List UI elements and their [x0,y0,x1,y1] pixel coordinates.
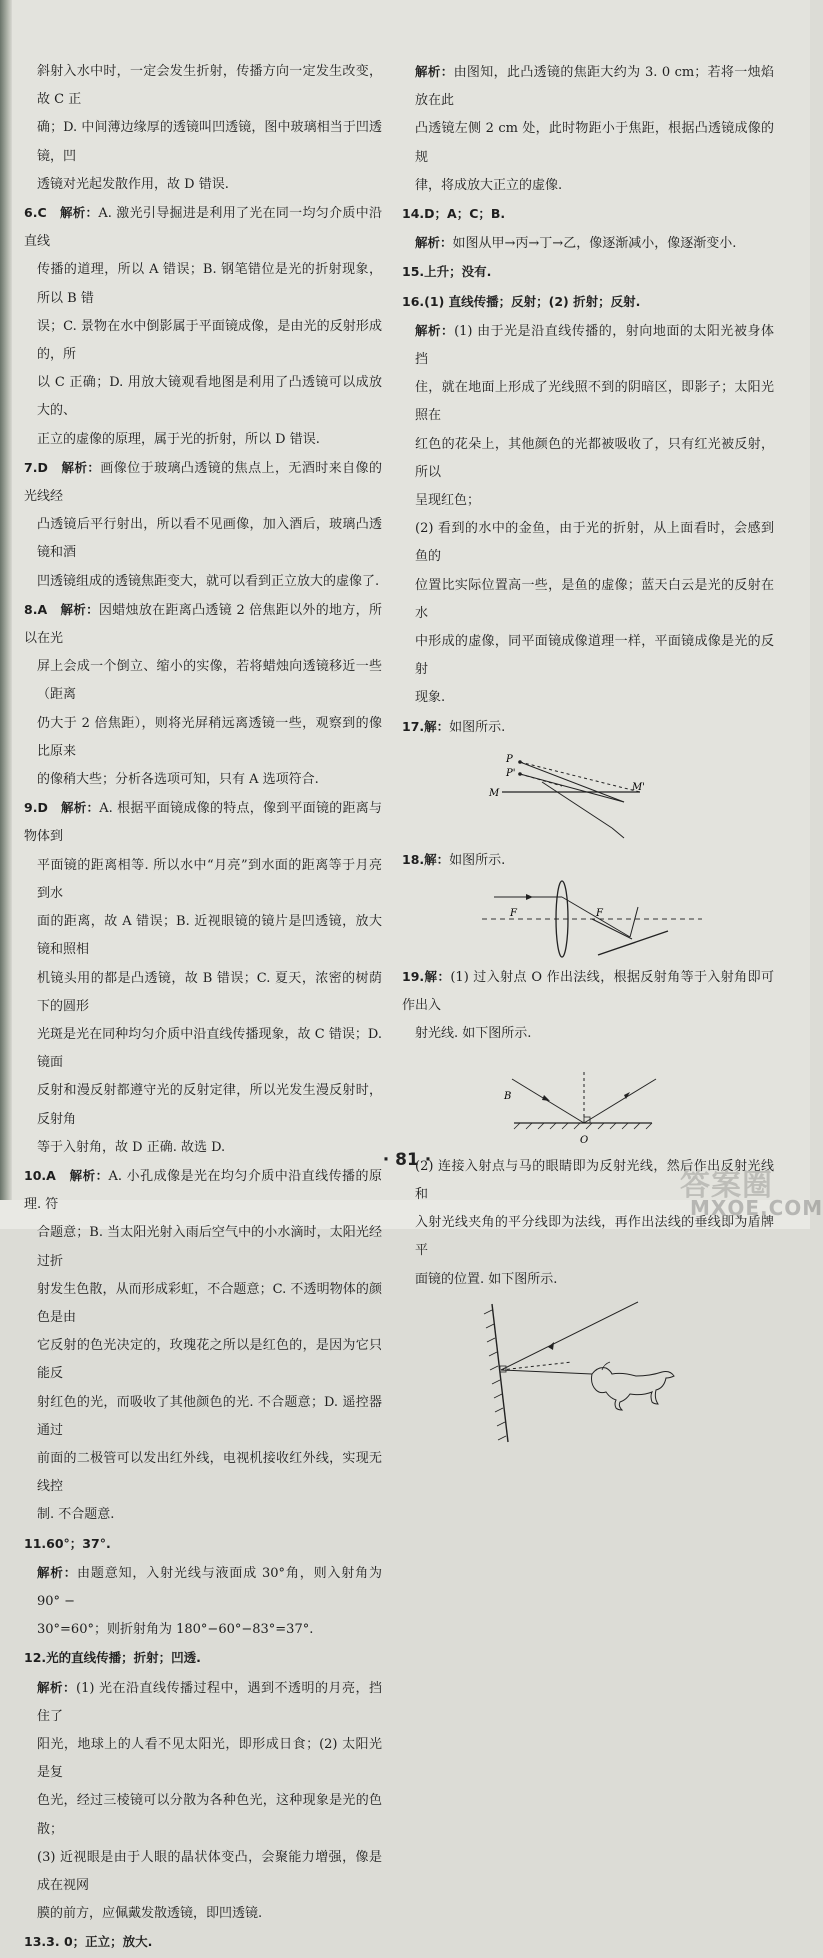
explanation-11: 解析：由题意知，入射光线与液面成 30°角，则入射角为 90° − [37,1564,382,1609]
text-line: 中形成的虚像，同平面镜成像道理一样，平面镜成像是光的反射 [415,634,774,678]
question-13: 13.3. 0；正立；放大. [24,1934,153,1950]
text-line: 位置比实际位置高一些，是鱼的虚像；蓝天白云是光的反射在水 [415,577,774,621]
question-7: 7.D 解析：画像位于玻璃凸透镜的焦点上，无酒时来自像的光线经 [24,459,382,505]
text-line: 平面镜的距离相等. 所以水中“月亮”到水面的距离等于月亮到水 [37,857,382,901]
figure-19-reflection-diagram [402,1051,774,1151]
label-b: B [504,1090,512,1102]
intro-line: 透镜对光起发散作用，故 D 错误. [37,176,229,192]
text-line: 凸透镜后平行射出，所以看不见画像，加入酒后，玻璃凸透镜和酒 [37,517,382,561]
explanation-16: 解析：(1) 由于光是沿直线传播的，射向地面的太阳光被身体挡 [415,322,774,368]
label-p-prime: P' [506,767,516,779]
text-line: 入射光线夹角的平分线即为法线，再作出法线的垂线即为盾牌平 [415,1215,774,1259]
text-line: 色光，经过三棱镜可以分散为各种色光，这种现象是光的色散； [37,1793,382,1837]
watermark-logo [676,1160,823,1220]
text-line: 反射和漫反射都遵守光的反射定律，所以光发生漫反射时，反射角 [37,1083,382,1127]
label-f-right: F [596,908,603,920]
text-line: (2) 看到的水中的金鱼，由于光的折射，从上面看时，会感到鱼的 [415,521,774,565]
text-line: 射发生色散，从而形成彩虹，不合题意；C. 不透明物体的颜色是由 [37,1281,382,1325]
text-line: 住，就在地面上形成了光线照不到的阴暗区，即影子；太阳光照在 [415,380,774,424]
figure-17-mirror-diagram [402,744,774,844]
text-line: 凸透镜左侧 2 cm 处，此时物距小于焦距，根据凸透镜成像的规 [415,121,774,165]
label-f-left: F [510,908,517,920]
right-column [402,58,774,1448]
text-line: 它反射的色光决定的，玫瑰花之所以是红色的，是因为它只能反 [37,1338,382,1382]
text-line: (2) 连接入射点与马的眼睛即为反射光线，然后作出反射光线和 [415,1158,774,1202]
watermark-text: 答案圈 [680,1168,773,1203]
text-line: 面镜的位置. 如下图所示. [415,1271,558,1287]
question-17: 17.解：如图所示. [402,718,506,735]
text-line: 机镜头用的都是凸透镜，故 B 错误；C. 夏天，浓密的树荫下的圆形 [37,970,382,1014]
figure-19-shield-horse-diagram [402,1296,774,1446]
explanation-14: 解析：如图从甲→丙→丁→乙，像逐渐减小，像逐渐变小. [415,235,737,252]
text-line: 现象. [415,690,446,706]
text-line: 膜的前方，应佩戴发散透镜，即凹透镜. [37,1906,263,1922]
question-6: 6.C 解析：A. 激光引导掘进是利用了光在同一均匀介质中沿直线 [24,205,382,250]
watermark-url: MXQE.COM [690,1196,823,1220]
text-line: 30°=60°；则折射角为 180°−60°−83°=37°. [37,1622,314,1638]
label-p: P [506,753,513,765]
text-line: (3) 近视眼是由于人眼的晶状体变凸，会聚能力增强，像是成在视网 [37,1849,382,1893]
text-line: 合题意；B. 当太阳光射入雨后空气中的小水滴时，太阳光经过折 [37,1225,382,1269]
intro-line: 斜射入水中时，一定会发生折射，传播方向一定发生改变，故 C 正 [37,64,382,108]
explanation-12: 解析：(1) 光在沿直线传播过程中，遇到不透明的月亮，挡住了 [37,1679,382,1724]
text-line: 律，将成放大正立的虚像. [415,177,563,193]
text-line: 以 C 正确；D. 用放大镜观看地图是利用了凸透镜可以成放大的、 [37,375,382,419]
label-o: O [580,1134,589,1146]
question-11: 11.60°；37°. [24,1535,111,1551]
question-10: 10.A 解析：A. 小孔成像是光在均匀介质中沿直线传播的原理. 符 [24,1167,382,1213]
text-line: 射光线. 如下图所示. [415,1026,532,1042]
figure-18-lens-diagram [402,877,774,961]
question-18: 18.解：如图所示. [402,851,506,868]
intro-line: 确；D. 中间薄边缘厚的透镜叫凹透镜，图中玻璃相当于凹透镜，凹 [37,120,382,164]
text-line: 阳光，地球上的人看不见太阳光，即形成日食；(2) 太阳光是复 [37,1736,382,1781]
text-line: 面的距离，故 A 错误；B. 近视眼镜的镜片是凹透镜，放大镜和照相 [37,914,382,958]
left-column [24,58,382,1958]
text-line: 呈现红色； [415,493,481,509]
text-line: 制. 不合题意. [37,1507,115,1523]
text-line: 红色的花朵上，其他颜色的光都被吸收了，只有红光被反射，所以 [415,436,774,480]
question-9: 9.D 解析：A. 根据平面镜成像的特点，像到平面镜的距离与物体到 [24,800,382,845]
text-line: 的像稍大些；分析各选项可知，只有 A 选项符合. [37,772,319,788]
text-line: 屏上会成一个倒立、缩小的实像，若将蜡烛向透镜移近一些（距离 [37,659,382,703]
book-spine-shadow [0,0,12,1229]
text-line: 前面的二极管可以发出红外线，电视机接收红外线，实现无线控 [37,1450,382,1495]
text-line: 凹透镜组成的透镜焦距变大，就可以看到正立放大的虚像了. [37,573,380,589]
question-12: 12.光的直线传播；折射；凹透. [24,1650,201,1666]
text-line: 误；C. 景物在水中倒影属于平面镜成像，是由光的反射形成的，所 [37,318,382,363]
text-line: 光斑是光在同种均匀介质中沿直线传播现象，故 C 错误；D. 镜面 [37,1026,382,1071]
label-m: M [489,787,500,799]
text-line: 等于入射角，故 D 正确. 故选 D. [37,1139,226,1155]
question-16: 16.(1) 直线传播；反射；(2) 折射；反射. [402,293,641,309]
question-19: 19.解：(1) 过入射点 O 作出法线，根据反射角等于入射角即可作出入 [402,969,774,1014]
label-m-prime: M' [632,781,645,793]
explanation-13: 解析：由图知，此凸透镜的焦距大约为 3. 0 cm；若将一烛焰放在此 [415,64,774,109]
question-15: 15.上升；没有. [402,264,492,280]
text-line: 仍大于 2 倍焦距），则将光屏稍远离透镜一些，观察到的像比原来 [37,715,382,759]
page-number: · 81 · [382,1150,432,1170]
text-line: 射红色的光，而吸收了其他颜色的光. 不合题意；D. 遥控器通过 [37,1394,382,1438]
question-14: 14.D；A；C；B. [402,206,506,222]
question-8: 8.A 解析：因蜡烛放在距离凸透镜 2 倍焦距以外的地方，所以在光 [24,601,382,647]
text-line: 正立的虚像的原理，属于光的折射，所以 D 错误. [37,431,320,447]
text-line: 传播的道理，所以 A 错误；B. 钢笔错位是光的折射现象，所以 B 错 [37,262,382,306]
